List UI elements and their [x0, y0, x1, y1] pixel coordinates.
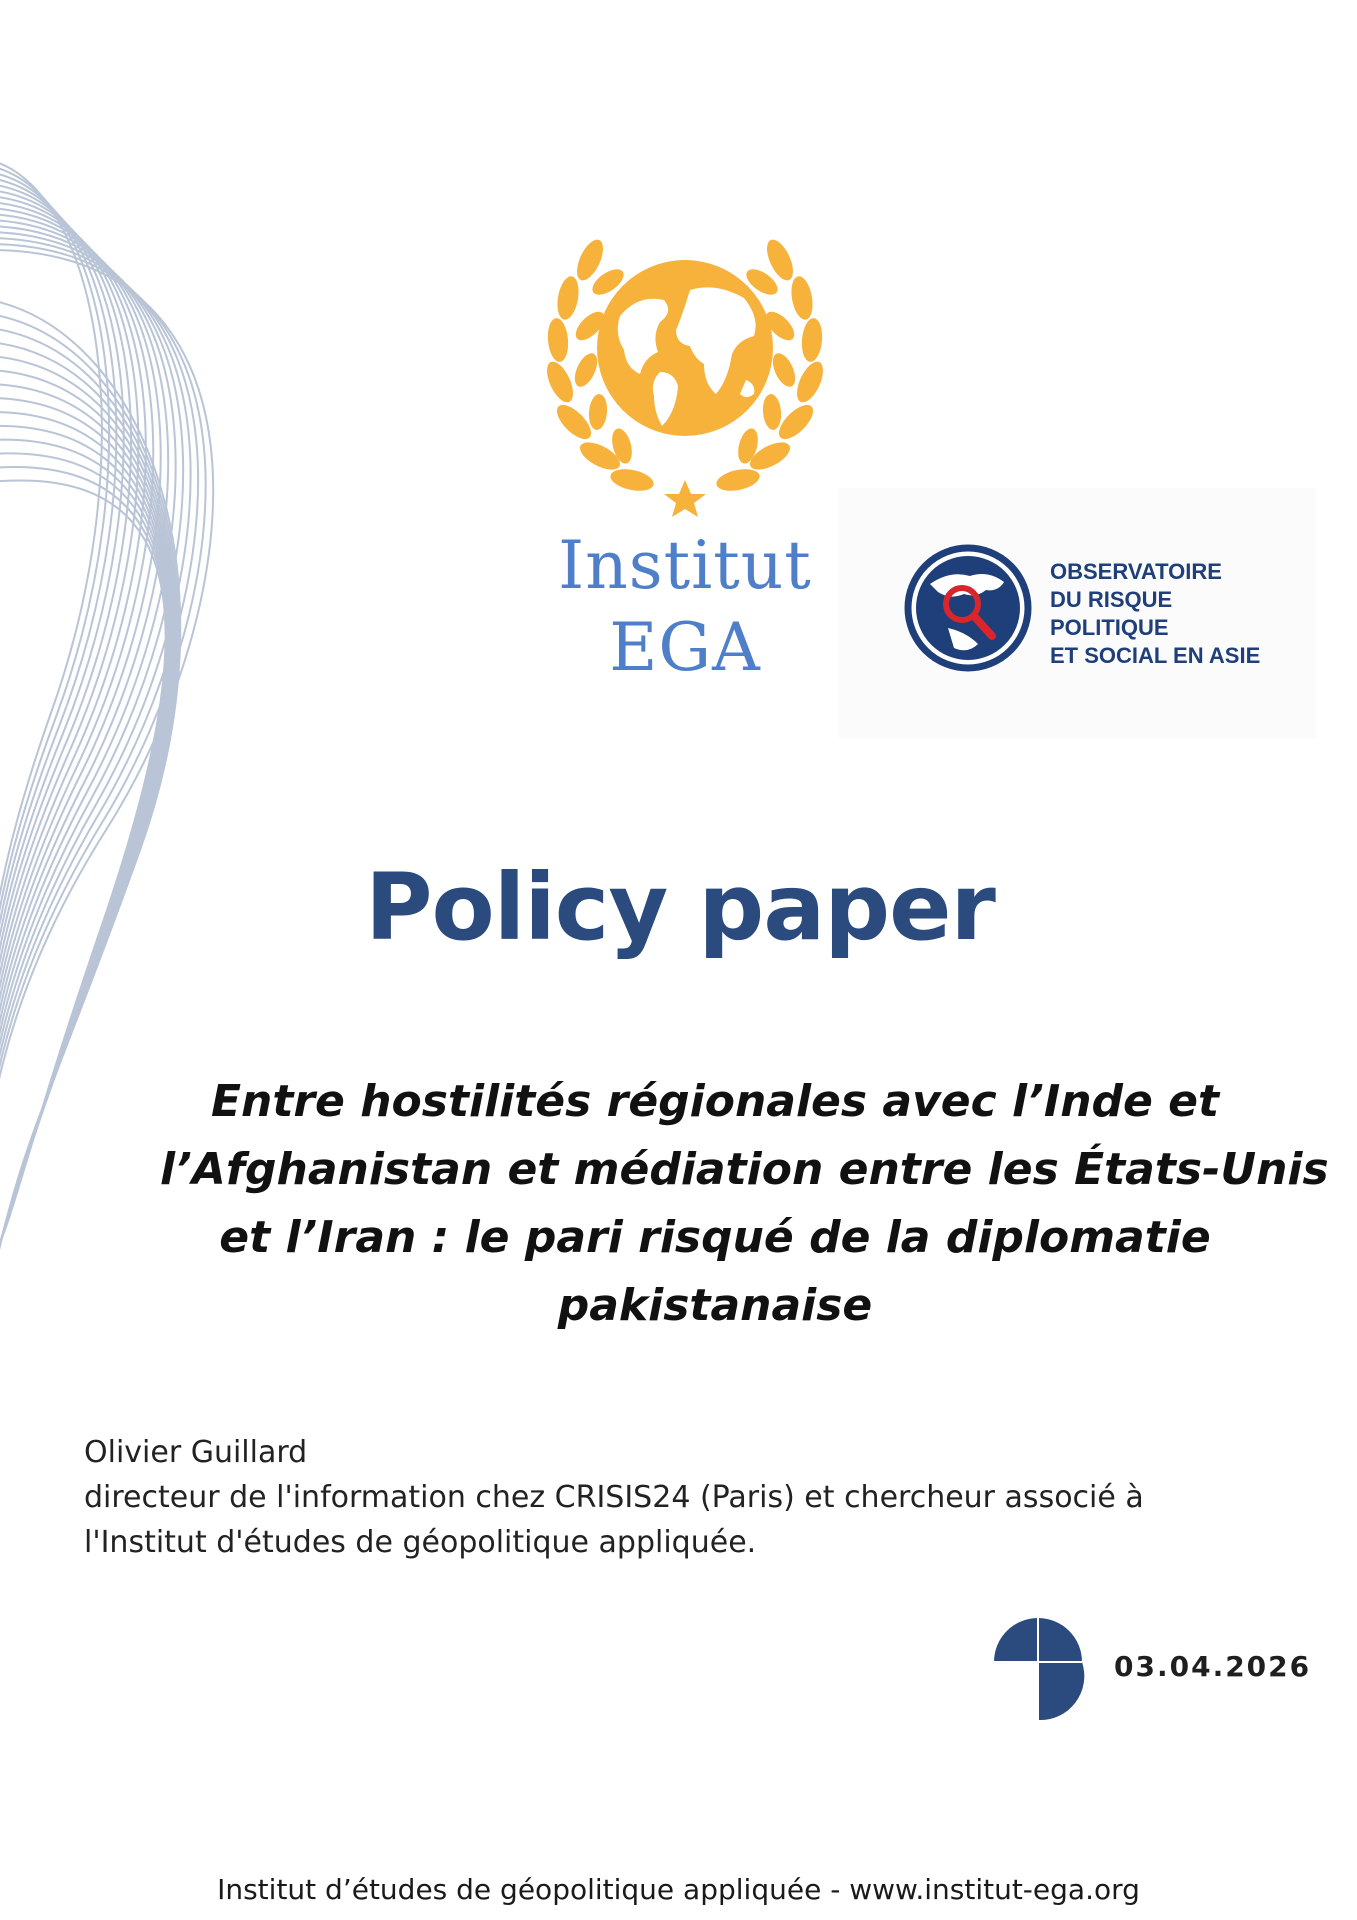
globe-magnifier-icon — [904, 544, 1032, 672]
wave-line — [0, 214, 168, 1246]
title-line: l’Afghanistan et médiation entre les États-Unis — [160, 1144, 1329, 1195]
observatoire-line: DU RISQUE — [1050, 587, 1173, 612]
footer-text: Institut d’études de géopolitique appliquée - www.institut-ega.org — [217, 1873, 1140, 1906]
observatoire-logo — [838, 488, 1316, 738]
document-type-heading: Policy paper — [365, 854, 995, 961]
quarter-circle-mark-icon — [988, 1612, 1088, 1724]
wave-line — [0, 172, 116, 1288]
institut-ega-wordmark-line1: Institut — [558, 527, 812, 604]
author-affiliation-line: directeur de l'information chez CRISIS24 (Paris) et chercheur associé à — [84, 1480, 1144, 1515]
title-line: et l’Iran : le pari risqué de la diplomatie — [219, 1212, 1211, 1263]
title-line: pakistanaise — [557, 1280, 873, 1331]
author-affiliation-line: l'Institut d'études de géopolitique appliquée. — [84, 1525, 757, 1560]
publication-date: 03.04.2026 — [1114, 1650, 1312, 1683]
wave-line — [0, 208, 161, 1252]
laurel-globe-icon — [510, 230, 860, 520]
institut-ega-logo — [510, 230, 860, 700]
observatoire-wordmark — [1050, 558, 1310, 670]
author-name: Olivier Guillard — [84, 1435, 308, 1470]
document-title — [160, 1068, 1329, 1340]
observatoire-line: POLITIQUE — [1050, 615, 1169, 640]
institut-ega-wordmark-line2: EGA — [609, 609, 761, 686]
wave-line — [0, 202, 153, 1258]
institut-ega-wordmark — [510, 525, 860, 689]
wave-line — [0, 412, 169, 1308]
observatoire-line: ET SOCIAL EN ASIE — [1050, 643, 1261, 668]
title-line: Entre hostilités régionales avec l’Inde et — [210, 1076, 1220, 1127]
observatoire-line: OBSERVATOIRE — [1050, 559, 1222, 584]
author-block — [84, 1430, 1234, 1565]
